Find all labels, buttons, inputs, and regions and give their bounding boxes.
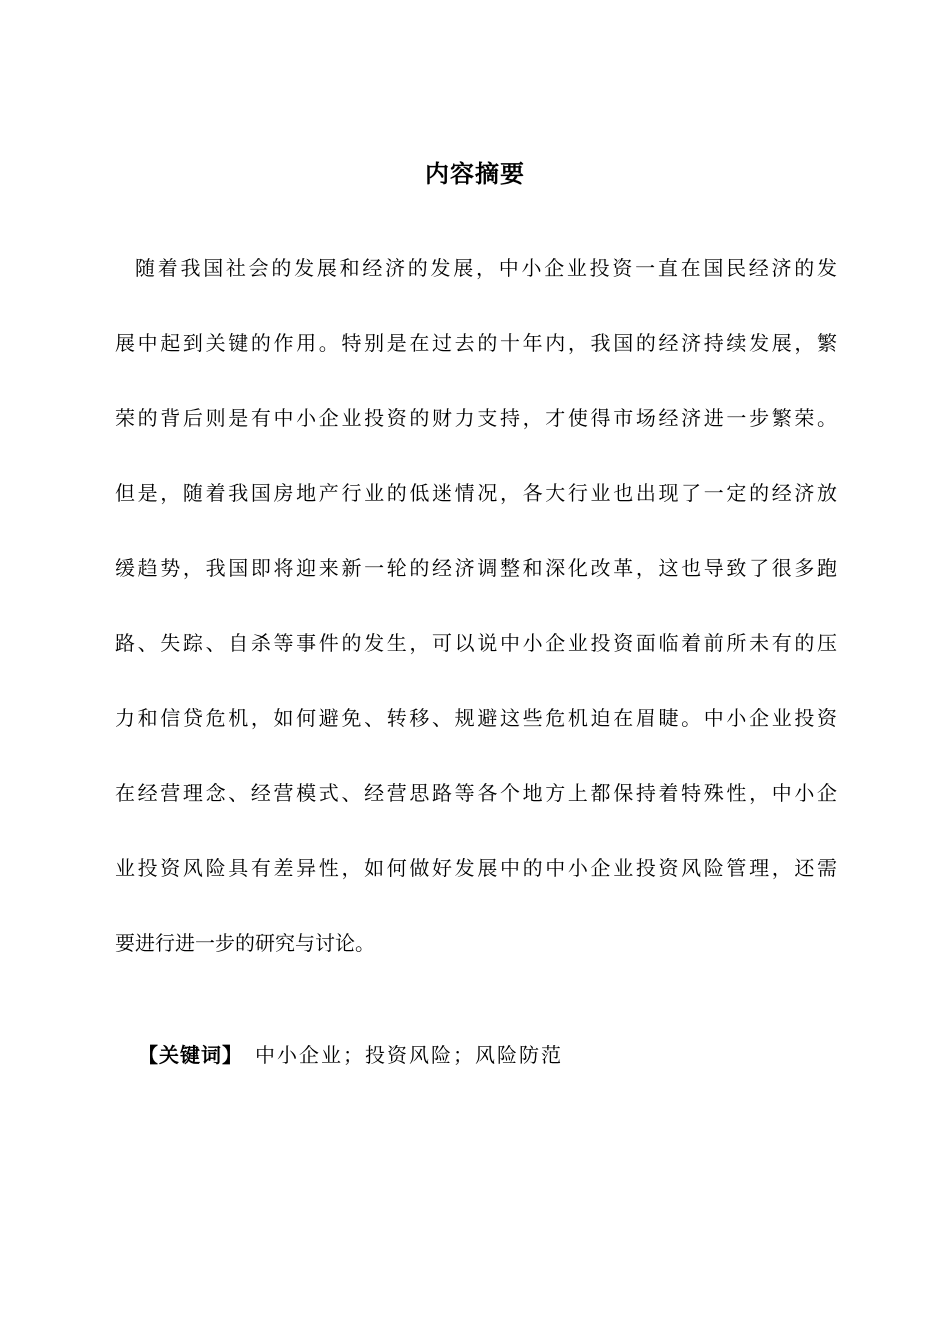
abstract-line: 随着我国社会的发展和经济的发展，中小企业投资一直在国民经济的发 — [135, 256, 837, 280]
page-title: 内容摘要 — [425, 160, 525, 188]
keywords-value: 中小企业；投资风险；风险防范 — [255, 1043, 563, 1067]
keywords-row — [138, 1040, 563, 1070]
abstract-line: 路、失踪、自杀等事件的发生，可以说中小企业投资面临着前所未有的压 — [115, 631, 837, 655]
abstract-line: 力和信贷危机，如何避免、转移、规避这些危机迫在眉睫。中小企业投资 — [115, 706, 837, 730]
abstract-line: 荣的背后则是有中小企业投资的财力支持，才使得市场经济进一步繁荣。 — [115, 406, 837, 430]
abstract-line: 缓趋势，我国即将迎来新一轮的经济调整和深化改革，这也导致了很多跑 — [115, 556, 837, 580]
abstract-line: 业投资风险具有差异性，如何做好发展中的中小企业投资风险管理，还需 — [115, 856, 837, 880]
abstract-line: 展中起到关键的作用。特别是在过去的十年内，我国的经济持续发展，繁 — [115, 331, 837, 355]
abstract-line: 要进行进一步的研究与讨论。 — [115, 931, 375, 955]
abstract-line: 但是，随着我国房地产行业的低迷情况，各大行业也出现了一定的经济放 — [115, 481, 837, 505]
abstract-paragraph — [115, 250, 837, 1000]
keywords-label: 【关键词】 — [138, 1043, 243, 1067]
abstract-line: 在经营理念、经营模式、经营思路等各个地方上都保持着特殊性，中小企 — [115, 781, 837, 805]
